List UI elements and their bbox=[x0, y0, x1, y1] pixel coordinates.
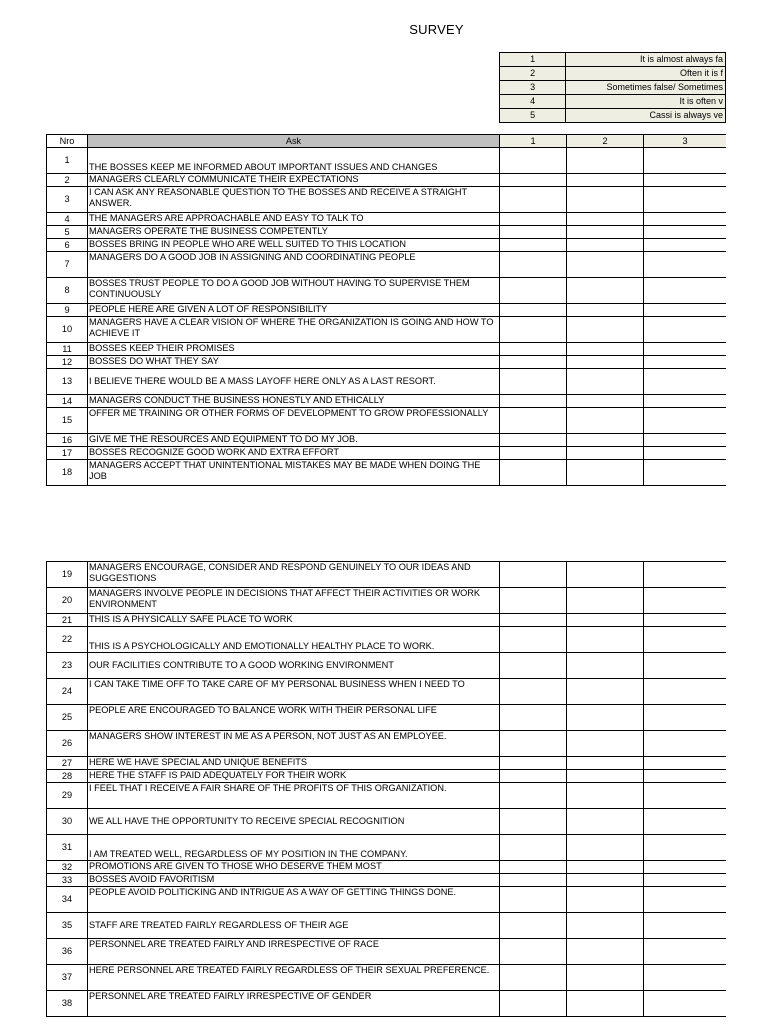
answer-cell-2[interactable] bbox=[567, 939, 644, 965]
answer-cell-1[interactable] bbox=[500, 913, 567, 939]
question-text: MANAGERS OPERATE THE BUSINESS COMPETENTLY bbox=[88, 226, 500, 239]
answer-cell-3[interactable] bbox=[644, 887, 727, 913]
question-number: 12 bbox=[47, 356, 88, 369]
question-number: 20 bbox=[47, 588, 88, 614]
legend-table bbox=[499, 52, 726, 123]
answer-cell-2[interactable] bbox=[567, 874, 644, 887]
header-col-1: 1 bbox=[500, 135, 567, 148]
question-number: 22 bbox=[47, 627, 88, 653]
answer-cell-1[interactable] bbox=[500, 369, 567, 395]
table-row bbox=[47, 757, 727, 770]
answer-cell-1[interactable] bbox=[500, 770, 567, 783]
question-text: MANAGERS ENCOURAGE, CONSIDER AND RESPOND GENUINELY TO OUR IDEAS AND SUGGESTIONS bbox=[88, 562, 500, 588]
question-number: 6 bbox=[47, 239, 88, 252]
question-number: 11 bbox=[47, 343, 88, 356]
legend-number: 1 bbox=[500, 53, 566, 67]
answer-cell-1[interactable] bbox=[500, 809, 567, 835]
answer-cell-2[interactable] bbox=[567, 356, 644, 369]
question-number: 35 bbox=[47, 913, 88, 939]
answer-cell-1[interactable] bbox=[500, 356, 567, 369]
answer-cell-3[interactable] bbox=[644, 679, 727, 705]
table-row bbox=[47, 653, 727, 679]
answer-cell-2[interactable] bbox=[567, 861, 644, 874]
table-row bbox=[47, 809, 727, 835]
answer-cell-3[interactable] bbox=[644, 731, 727, 757]
answer-cell-3[interactable] bbox=[644, 965, 727, 991]
legend-row bbox=[500, 109, 726, 123]
answer-cell-3[interactable] bbox=[644, 939, 727, 965]
answer-cell-2[interactable] bbox=[567, 226, 644, 239]
legend-number: 3 bbox=[500, 81, 566, 95]
answer-cell-1[interactable] bbox=[500, 278, 567, 304]
question-text: HERE THE STAFF IS PAID ADEQUATELY FOR THEIR WORK bbox=[88, 770, 500, 783]
question-number: 9 bbox=[47, 304, 88, 317]
answer-cell-3[interactable] bbox=[644, 447, 727, 460]
table-row bbox=[47, 174, 727, 187]
answer-cell-2[interactable] bbox=[567, 965, 644, 991]
table-row bbox=[47, 369, 727, 395]
question-text: I CAN TAKE TIME OFF TO TAKE CARE OF MY PERSONAL BUSINESS WHEN I NEED TO bbox=[88, 679, 500, 705]
answer-cell-1[interactable] bbox=[500, 408, 567, 434]
answer-cell-3[interactable] bbox=[644, 174, 727, 187]
table-row bbox=[47, 447, 727, 460]
table-row bbox=[47, 783, 727, 809]
question-number: 15 bbox=[47, 408, 88, 434]
question-number: 27 bbox=[47, 757, 88, 770]
legend-text: It is almost always fa bbox=[566, 53, 726, 67]
answer-cell-1[interactable] bbox=[500, 148, 567, 174]
legend-number: 5 bbox=[500, 109, 566, 123]
question-text: MANAGERS DO A GOOD JOB IN ASSIGNING AND COORDINATING PEOPLE bbox=[88, 252, 500, 278]
answer-cell-1[interactable] bbox=[500, 317, 567, 343]
table-row bbox=[47, 148, 727, 174]
table-row bbox=[47, 731, 727, 757]
answer-cell-2[interactable] bbox=[567, 757, 644, 770]
answer-cell-3[interactable] bbox=[644, 913, 727, 939]
question-number: 28 bbox=[47, 770, 88, 783]
answer-cell-3[interactable] bbox=[644, 460, 727, 486]
answer-cell-2[interactable] bbox=[567, 369, 644, 395]
answer-cell-3[interactable] bbox=[644, 809, 727, 835]
header-col-2: 2 bbox=[567, 135, 644, 148]
question-text: PROMOTIONS ARE GIVEN TO THOSE WHO DESERVE THEM MOST bbox=[88, 861, 500, 874]
answer-cell-1[interactable] bbox=[500, 213, 567, 226]
answer-cell-1[interactable] bbox=[500, 887, 567, 913]
question-number: 36 bbox=[47, 939, 88, 965]
answer-cell-2[interactable] bbox=[567, 174, 644, 187]
table-row bbox=[47, 913, 727, 939]
question-number: 2 bbox=[47, 174, 88, 187]
table-row bbox=[47, 705, 727, 731]
answer-cell-1[interactable] bbox=[500, 757, 567, 770]
answer-cell-3[interactable] bbox=[644, 369, 727, 395]
answer-cell-1[interactable] bbox=[500, 939, 567, 965]
answer-cell-3[interactable] bbox=[644, 614, 727, 627]
answer-cell-3[interactable] bbox=[644, 304, 727, 317]
question-text: OFFER ME TRAINING OR OTHER FORMS OF DEVELOPMENT TO GROW PROFESSIONALLY bbox=[88, 408, 500, 434]
question-number: 33 bbox=[47, 874, 88, 887]
question-text: BOSSES RECOGNIZE GOOD WORK AND EXTRA EFFORT bbox=[88, 447, 500, 460]
answer-cell-3[interactable] bbox=[644, 317, 727, 343]
question-number: 34 bbox=[47, 887, 88, 913]
header-ask: Ask bbox=[88, 135, 500, 148]
answer-cell-3[interactable] bbox=[644, 835, 727, 861]
question-text: PEOPLE AVOID POLITICKING AND INTRIGUE AS A WAY OF GETTING THINGS DONE. bbox=[88, 887, 500, 913]
page-title: SURVEY bbox=[409, 22, 464, 37]
answer-cell-3[interactable] bbox=[644, 187, 727, 213]
legend-row bbox=[500, 67, 726, 81]
answer-cell-2[interactable] bbox=[567, 252, 644, 278]
question-text: THE MANAGERS ARE APPROACHABLE AND EASY TO TALK TO bbox=[88, 213, 500, 226]
table-row bbox=[47, 252, 727, 278]
question-text: MANAGERS ACCEPT THAT UNINTENTIONAL MISTAKES MAY BE MADE WHEN DOING THE JOB bbox=[88, 460, 500, 486]
answer-cell-3[interactable] bbox=[644, 562, 727, 588]
question-text: MANAGERS CONDUCT THE BUSINESS HONESTLY AND ETHICALLY bbox=[88, 395, 500, 408]
survey-table-2 bbox=[46, 561, 726, 1017]
question-number: 17 bbox=[47, 447, 88, 460]
answer-cell-3[interactable] bbox=[644, 148, 727, 174]
question-number: 25 bbox=[47, 705, 88, 731]
table-row bbox=[47, 991, 727, 1017]
question-number: 16 bbox=[47, 434, 88, 447]
answer-cell-1[interactable] bbox=[500, 705, 567, 731]
table-row bbox=[47, 187, 727, 213]
question-text: PERSONNEL ARE TREATED FAIRLY AND IRRESPECTIVE OF RACE bbox=[88, 939, 500, 965]
answer-cell-2[interactable] bbox=[567, 239, 644, 252]
answer-cell-3[interactable] bbox=[644, 627, 727, 653]
answer-cell-2[interactable] bbox=[567, 588, 644, 614]
answer-cell-1[interactable] bbox=[500, 187, 567, 213]
table-row bbox=[47, 408, 727, 434]
answer-cell-1[interactable] bbox=[500, 174, 567, 187]
question-text: STAFF ARE TREATED FAIRLY REGARDLESS OF THEIR AGE bbox=[88, 913, 500, 939]
question-text: HERE PERSONNEL ARE TREATED FAIRLY REGARDLESS OF THEIR SEXUAL PREFERENCE. bbox=[88, 965, 500, 991]
question-number: 13 bbox=[47, 369, 88, 395]
question-text: I AM TREATED WELL, REGARDLESS OF MY POSITION IN THE COMPANY. bbox=[88, 835, 500, 861]
answer-cell-3[interactable] bbox=[644, 213, 727, 226]
question-text: OUR FACILITIES CONTRIBUTE TO A GOOD WORKING ENVIRONMENT bbox=[88, 653, 500, 679]
legend-text: Often it is f bbox=[566, 67, 726, 81]
answer-cell-2[interactable] bbox=[567, 562, 644, 588]
question-number: 30 bbox=[47, 809, 88, 835]
table-row bbox=[47, 317, 727, 343]
answer-cell-2[interactable] bbox=[567, 705, 644, 731]
table-row bbox=[47, 356, 727, 369]
answer-cell-1[interactable] bbox=[500, 627, 567, 653]
question-number: 1 bbox=[47, 148, 88, 174]
question-text: PEOPLE ARE ENCOURAGED TO BALANCE WORK WITH THEIR PERSONAL LIFE bbox=[88, 705, 500, 731]
header-col-3: 3 bbox=[644, 135, 727, 148]
answer-cell-1[interactable] bbox=[500, 304, 567, 317]
answer-cell-2[interactable] bbox=[567, 317, 644, 343]
question-text: BOSSES DO WHAT THEY SAY bbox=[88, 356, 500, 369]
answer-cell-2[interactable] bbox=[567, 887, 644, 913]
legend-number: 2 bbox=[500, 67, 566, 81]
table-header-row bbox=[47, 135, 727, 148]
answer-cell-3[interactable] bbox=[644, 874, 727, 887]
answer-cell-1[interactable] bbox=[500, 343, 567, 356]
answer-cell-2[interactable] bbox=[567, 679, 644, 705]
answer-cell-1[interactable] bbox=[500, 653, 567, 679]
table-row bbox=[47, 562, 727, 588]
legend-text: Sometimes false/ Sometimes bbox=[566, 81, 726, 95]
question-number: 29 bbox=[47, 783, 88, 809]
question-number: 14 bbox=[47, 395, 88, 408]
answer-cell-3[interactable] bbox=[644, 252, 727, 278]
answer-cell-3[interactable] bbox=[644, 783, 727, 809]
answer-cell-2[interactable] bbox=[567, 809, 644, 835]
answer-cell-3[interactable] bbox=[644, 434, 727, 447]
question-text: WE ALL HAVE THE OPPORTUNITY TO RECEIVE SPECIAL RECOGNITION bbox=[88, 809, 500, 835]
table-row bbox=[47, 835, 727, 861]
table-row bbox=[47, 770, 727, 783]
answer-cell-2[interactable] bbox=[567, 614, 644, 627]
answer-cell-2[interactable] bbox=[567, 653, 644, 679]
answer-cell-1[interactable] bbox=[500, 239, 567, 252]
answer-cell-1[interactable] bbox=[500, 874, 567, 887]
answer-cell-1[interactable] bbox=[500, 460, 567, 486]
table-row bbox=[47, 343, 727, 356]
question-text: PEOPLE HERE ARE GIVEN A LOT OF RESPONSIBILITY bbox=[88, 304, 500, 317]
table-row bbox=[47, 874, 727, 887]
question-number: 21 bbox=[47, 614, 88, 627]
question-number: 8 bbox=[47, 278, 88, 304]
answer-cell-2[interactable] bbox=[567, 460, 644, 486]
answer-cell-2[interactable] bbox=[567, 835, 644, 861]
answer-cell-3[interactable] bbox=[644, 991, 727, 1017]
answer-cell-2[interactable] bbox=[567, 213, 644, 226]
answer-cell-2[interactable] bbox=[567, 783, 644, 809]
question-text: THIS IS A PSYCHOLOGICALLY AND EMOTIONALLY HEALTHY PLACE TO WORK. bbox=[88, 627, 500, 653]
answer-cell-1[interactable] bbox=[500, 588, 567, 614]
question-number: 3 bbox=[47, 187, 88, 213]
answer-cell-1[interactable] bbox=[500, 447, 567, 460]
question-text: MANAGERS INVOLVE PEOPLE IN DECISIONS THAT AFFECT THEIR ACTIVITIES OR WORK ENVIRONMENT bbox=[88, 588, 500, 614]
question-number: 19 bbox=[47, 562, 88, 588]
answer-cell-1[interactable] bbox=[500, 395, 567, 408]
legend-row bbox=[500, 53, 726, 67]
answer-cell-3[interactable] bbox=[644, 861, 727, 874]
answer-cell-1[interactable] bbox=[500, 991, 567, 1017]
answer-cell-3[interactable] bbox=[644, 770, 727, 783]
answer-cell-3[interactable] bbox=[644, 395, 727, 408]
answer-cell-2[interactable] bbox=[567, 434, 644, 447]
answer-cell-2[interactable] bbox=[567, 913, 644, 939]
question-text: BOSSES KEEP THEIR PROMISES bbox=[88, 343, 500, 356]
table-row bbox=[47, 614, 727, 627]
question-number: 24 bbox=[47, 679, 88, 705]
answer-cell-1[interactable] bbox=[500, 226, 567, 239]
legend-text: It is often v bbox=[566, 95, 726, 109]
question-number: 5 bbox=[47, 226, 88, 239]
question-number: 7 bbox=[47, 252, 88, 278]
question-number: 37 bbox=[47, 965, 88, 991]
answer-cell-3[interactable] bbox=[644, 705, 727, 731]
answer-cell-1[interactable] bbox=[500, 783, 567, 809]
legend-row bbox=[500, 81, 726, 95]
question-text: I CAN ASK ANY REASONABLE QUESTION TO THE BOSSES AND RECEIVE A STRAIGHT ANSWER. bbox=[88, 187, 500, 213]
table-row bbox=[47, 939, 727, 965]
question-number: 23 bbox=[47, 653, 88, 679]
question-text: THE BOSSES KEEP ME INFORMED ABOUT IMPORTANT ISSUES AND CHANGES bbox=[88, 148, 500, 174]
table-row bbox=[47, 588, 727, 614]
table-row bbox=[47, 213, 727, 226]
header-nro: Nro bbox=[47, 135, 88, 148]
answer-cell-3[interactable] bbox=[644, 757, 727, 770]
question-number: 18 bbox=[47, 460, 88, 486]
answer-cell-1[interactable] bbox=[500, 434, 567, 447]
answer-cell-3[interactable] bbox=[644, 343, 727, 356]
answer-cell-3[interactable] bbox=[644, 226, 727, 239]
question-text: MANAGERS HAVE A CLEAR VISION OF WHERE THE ORGANIZATION IS GOING AND HOW TO ACHIEVE IT bbox=[88, 317, 500, 343]
answer-cell-2[interactable] bbox=[567, 408, 644, 434]
table-row bbox=[47, 460, 727, 486]
table-row bbox=[47, 304, 727, 317]
question-text: GIVE ME THE RESOURCES AND EQUIPMENT TO DO MY JOB. bbox=[88, 434, 500, 447]
answer-cell-2[interactable] bbox=[567, 447, 644, 460]
question-text: I BELIEVE THERE WOULD BE A MASS LAYOFF HERE ONLY AS A LAST RESORT. bbox=[88, 369, 500, 395]
answer-cell-2[interactable] bbox=[567, 395, 644, 408]
answer-cell-2[interactable] bbox=[567, 278, 644, 304]
answer-cell-1[interactable] bbox=[500, 965, 567, 991]
table-row bbox=[47, 239, 727, 252]
answer-cell-2[interactable] bbox=[567, 731, 644, 757]
question-text: I FEEL THAT I RECEIVE A FAIR SHARE OF THE PROFITS OF THIS ORGANIZATION. bbox=[88, 783, 500, 809]
answer-cell-1[interactable] bbox=[500, 835, 567, 861]
question-text: MANAGERS SHOW INTEREST IN ME AS A PERSON, NOT JUST AS AN EMPLOYEE. bbox=[88, 731, 500, 757]
question-text: THIS IS A PHYSICALLY SAFE PLACE TO WORK bbox=[88, 614, 500, 627]
survey-table-1 bbox=[46, 134, 726, 486]
answer-cell-2[interactable] bbox=[567, 343, 644, 356]
question-number: 26 bbox=[47, 731, 88, 757]
question-text: BOSSES TRUST PEOPLE TO DO A GOOD JOB WITHOUT HAVING TO SUPERVISE THEM CONTINUOUSLY bbox=[88, 278, 500, 304]
table-row bbox=[47, 861, 727, 874]
answer-cell-1[interactable] bbox=[500, 562, 567, 588]
answer-cell-1[interactable] bbox=[500, 252, 567, 278]
answer-cell-3[interactable] bbox=[644, 653, 727, 679]
question-number: 31 bbox=[47, 835, 88, 861]
table-row bbox=[47, 965, 727, 991]
question-text: PERSONNEL ARE TREATED FAIRLY IRRESPECTIVE OF GENDER bbox=[88, 991, 500, 1017]
question-number: 38 bbox=[47, 991, 88, 1017]
answer-cell-3[interactable] bbox=[644, 356, 727, 369]
answer-cell-3[interactable] bbox=[644, 588, 727, 614]
legend-text: Cassi is always ve bbox=[566, 109, 726, 123]
answer-cell-1[interactable] bbox=[500, 614, 567, 627]
table-row bbox=[47, 226, 727, 239]
answer-cell-2[interactable] bbox=[567, 627, 644, 653]
legend-number: 4 bbox=[500, 95, 566, 109]
table-row bbox=[47, 278, 727, 304]
question-number: 10 bbox=[47, 317, 88, 343]
table-row bbox=[47, 434, 727, 447]
question-text: MANAGERS CLEARLY COMMUNICATE THEIR EXPECTATIONS bbox=[88, 174, 500, 187]
answer-cell-2[interactable] bbox=[567, 770, 644, 783]
answer-cell-3[interactable] bbox=[644, 239, 727, 252]
table-row bbox=[47, 887, 727, 913]
table-row bbox=[47, 679, 727, 705]
question-text: HERE WE HAVE SPECIAL AND UNIQUE BENEFITS bbox=[88, 757, 500, 770]
answer-cell-2[interactable] bbox=[567, 187, 644, 213]
legend-row bbox=[500, 95, 726, 109]
answer-cell-1[interactable] bbox=[500, 679, 567, 705]
answer-cell-3[interactable] bbox=[644, 408, 727, 434]
answer-cell-2[interactable] bbox=[567, 304, 644, 317]
question-text: BOSSES BRING IN PEOPLE WHO ARE WELL SUITED TO THIS LOCATION bbox=[88, 239, 500, 252]
answer-cell-1[interactable] bbox=[500, 731, 567, 757]
answer-cell-3[interactable] bbox=[644, 278, 727, 304]
answer-cell-1[interactable] bbox=[500, 861, 567, 874]
table-row bbox=[47, 395, 727, 408]
table-row bbox=[47, 627, 727, 653]
answer-cell-2[interactable] bbox=[567, 991, 644, 1017]
answer-cell-2[interactable] bbox=[567, 148, 644, 174]
question-number: 4 bbox=[47, 213, 88, 226]
question-text: BOSSES AVOID FAVORITISM bbox=[88, 874, 500, 887]
question-number: 32 bbox=[47, 861, 88, 874]
